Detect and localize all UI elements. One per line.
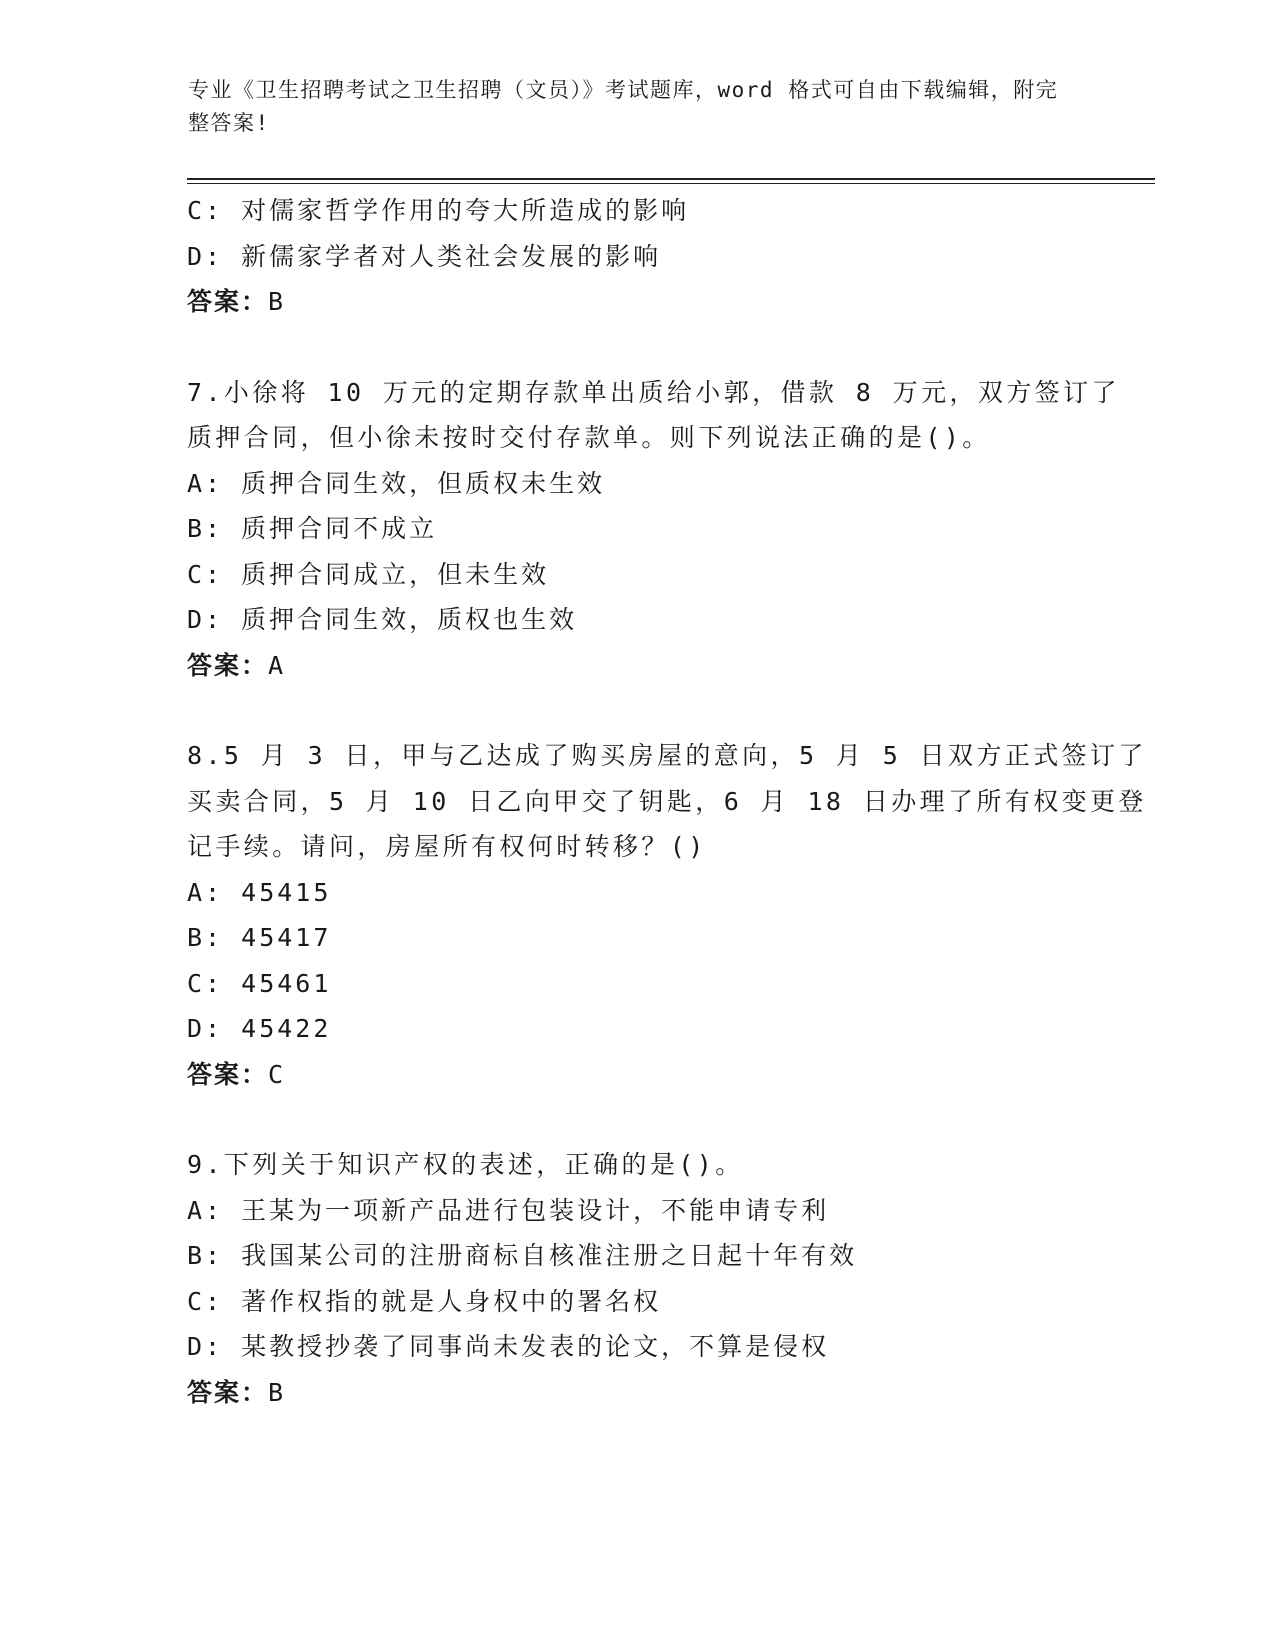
stem-line: 买卖合同，5 月 10 日乙向甲交了钥匙，6 月 18 日办理了所有权变更登 xyxy=(187,786,1147,816)
option-d: D: 质押合同生效，质权也生效 xyxy=(187,605,578,634)
question-stem xyxy=(187,370,1155,461)
document-header: 专业《卫生招聘考试之卫生招聘（文员）》考试题库，word 格式可自由下载编辑，附完整答案! xyxy=(188,78,1059,135)
stem-line: 9.下列关于知识产权的表述，正确的是()。 xyxy=(187,1150,744,1179)
header-divider-thick xyxy=(187,178,1155,180)
option-d: D: 45422 xyxy=(187,1014,332,1043)
option-a: A: 质押合同生效，但质权未生效 xyxy=(187,468,606,498)
answer-label: 答案： xyxy=(187,650,269,680)
stem-line: 8.5 月 3 日，甲与乙达成了购买房屋的意向，5 月 5 日双方正式签订了 xyxy=(187,741,1147,770)
option-d: D: 新儒家学者对人类社会发展的影响 xyxy=(187,241,662,271)
spacer xyxy=(187,1097,1155,1142)
question-6-tail xyxy=(187,188,1155,325)
option-c: C: 质押合同成立，但未生效 xyxy=(187,559,550,589)
option-c: C: 著作权指的就是人身权中的署名权 xyxy=(187,1286,662,1316)
option-c: C: 45461 xyxy=(187,968,332,998)
question-stem xyxy=(187,1142,1155,1188)
option-b: B: 质押合同不成立 xyxy=(187,514,438,543)
answer-line xyxy=(187,643,1155,689)
answer-label: 答案： xyxy=(187,1377,269,1407)
stem-line: 7.小徐将 10 万元的定期存款单出质给小郭，借款 8 万元，双方签订了 xyxy=(187,377,1120,407)
answer-label: 答案： xyxy=(187,287,269,316)
option-a: A: 45415 xyxy=(187,877,332,907)
answer-label: 答案： xyxy=(187,1059,269,1089)
option-a: A: 王某为一项新产品进行包装设计，不能申请专利 xyxy=(187,1195,830,1225)
option-d: D: 某教授抄袭了同事尚未发表的论文，不算是侵权 xyxy=(187,1332,830,1361)
stem-line: 记手续。请问，房屋所有权何时转移？() xyxy=(187,832,707,861)
answer-line xyxy=(187,1052,1155,1098)
header-divider-thin xyxy=(187,183,1155,184)
question-9 xyxy=(187,1142,1155,1415)
question-8 xyxy=(187,733,1155,1097)
question-stem xyxy=(187,733,1155,870)
question-7 xyxy=(187,370,1155,689)
answer-value: A xyxy=(268,650,285,680)
answer-value: C xyxy=(268,1059,285,1089)
spacer xyxy=(187,688,1155,733)
answer-value: B xyxy=(268,287,285,316)
option-c: C: 对儒家哲学作用的夸大所造成的影响 xyxy=(187,196,690,225)
option-b: B: 45417 xyxy=(187,923,332,952)
option-b: B: 我国某公司的注册商标自核准注册之日起十年有效 xyxy=(187,1241,858,1270)
answer-line xyxy=(187,279,1155,325)
spacer xyxy=(187,325,1155,370)
question-list xyxy=(187,188,1155,1415)
answer-line xyxy=(187,1370,1155,1416)
answer-value: B xyxy=(268,1377,285,1407)
stem-line: 质押合同，但小徐未按时交付存款单。则下列说法正确的是()。 xyxy=(187,423,991,452)
